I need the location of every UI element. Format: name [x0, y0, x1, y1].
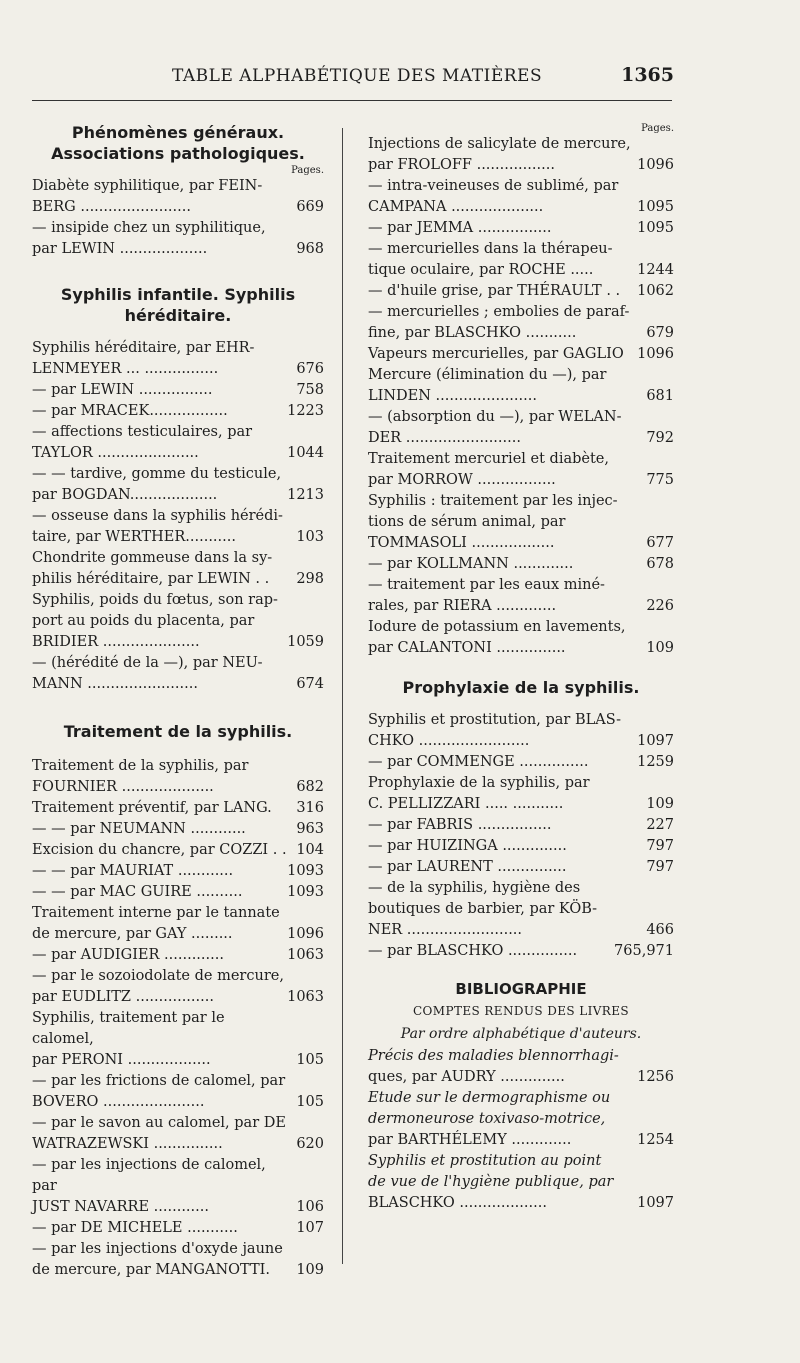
entry-line: — mercurielles dans la thérapeu- — [368, 241, 613, 257]
entry-page-number: 1256 — [637, 1069, 674, 1085]
entry-line: Syphilis, poids du fœtus, son rap- — [32, 592, 278, 608]
entry-text — [32, 756, 290, 798]
header-rule — [32, 100, 672, 101]
entry-line: TAYLOR ...................... — [32, 445, 199, 461]
entry-line: Traitement mercuriel et diabète, — [368, 451, 609, 467]
entry-page-number: 1096 — [637, 346, 674, 362]
entry-text — [32, 840, 290, 861]
entry-line: — affections testiculaires, par — [32, 424, 253, 440]
index-entry — [32, 966, 324, 1008]
entry-line: Etude sur le dermographisme ou — [368, 1090, 611, 1106]
entry-line: — — par MAURIAT ............ — [32, 863, 234, 879]
entry-page-number: 1097 — [637, 733, 674, 749]
entry-text — [32, 798, 290, 819]
entry-text — [368, 815, 640, 836]
section-entries-traitement — [32, 756, 324, 1281]
entry-text — [32, 338, 290, 380]
entry-text — [32, 464, 287, 506]
entry-page-number: 775 — [646, 472, 674, 488]
index-entry — [368, 575, 674, 617]
entry-page-number: 620 — [296, 1136, 324, 1152]
entry-line: — par BLASCHKO ............... — [368, 943, 578, 959]
section-heading-phenomenes: Phénomènes généraux. Associations pathologiques. — [51, 123, 305, 163]
entry-line: — par LEWIN ................ — [32, 382, 213, 398]
entry-line: DER ......................... — [368, 430, 521, 446]
entry-line: Traitement de la syphilis, par — [32, 758, 249, 774]
entry-line: par BOGDAN................... — [32, 487, 218, 503]
entry-line: ques, par AUDRY .............. — [368, 1069, 565, 1085]
entry-line: BERG ........................ — [32, 199, 191, 215]
entry-line: — traitement par les eaux miné- — [368, 577, 605, 593]
index-entry — [32, 218, 324, 260]
index-entry — [368, 239, 674, 281]
entry-text — [32, 1071, 290, 1113]
entry-page-number: 679 — [646, 325, 674, 341]
section-heading-syphilis-infantile: Syphilis infantile. Syphilis héréditaire. — [60, 285, 296, 325]
index-entry — [368, 1151, 674, 1214]
entry-page-number: 105 — [296, 1094, 324, 1110]
entry-line: par EUDLITZ ................. — [32, 989, 214, 1005]
entry-line: port au poids du placenta, par — [32, 613, 255, 629]
index-entry — [32, 590, 324, 653]
index-entry — [368, 365, 674, 407]
bibliography-entries — [368, 1046, 674, 1214]
entry-line: Syphilis : traitement par les injec- — [368, 493, 618, 509]
section-entries-injections — [368, 134, 674, 659]
section-entries-prophylaxie — [368, 710, 674, 962]
index-entry — [368, 857, 674, 878]
pages-label: Pages. — [291, 165, 324, 176]
entry-text — [32, 590, 287, 653]
entry-line: rales, par RIERA ............. — [368, 598, 557, 614]
entry-page-number: 1063 — [287, 947, 324, 963]
entry-line: TOMMASOLI .................. — [368, 535, 555, 551]
entry-page-number: 1254 — [637, 1132, 674, 1148]
index-entry — [32, 176, 324, 218]
entry-page-number: 1096 — [287, 926, 324, 942]
entry-text — [32, 819, 290, 840]
entry-line: JUST NAVARRE ............ — [32, 1199, 209, 1215]
entry-page-number: 674 — [296, 676, 324, 692]
entry-text — [368, 491, 640, 554]
entry-line: — par AUDIGIER ............. — [32, 947, 224, 963]
entry-line: — (absorption du —), par WELAN- — [368, 409, 622, 425]
entry-text — [368, 407, 640, 449]
entry-page-number: 678 — [646, 556, 674, 572]
index-entry — [368, 1046, 674, 1088]
entry-page-number: 1095 — [637, 199, 674, 215]
index-entry — [32, 1239, 324, 1281]
entry-line: WATRAZEWSKI ............... — [32, 1136, 223, 1152]
entry-page-number: 107 — [296, 1220, 324, 1236]
entry-text — [32, 1113, 290, 1155]
index-entry — [368, 773, 674, 815]
entry-line: Mercure (élimination du —), par — [368, 367, 607, 383]
entry-text — [32, 176, 290, 218]
entry-text — [32, 548, 290, 590]
right-column — [368, 122, 674, 1214]
running-title: TABLE ALPHABÉTIQUE DES MATIÈRES — [172, 66, 543, 86]
entry-line: Injections de salicylate de mercure, — [368, 136, 631, 152]
page-number: 1365 — [621, 64, 674, 86]
entry-text — [368, 176, 637, 218]
entry-page-number: 1093 — [287, 884, 324, 900]
pages-label-right: Pages. — [641, 123, 674, 134]
entry-text — [368, 218, 637, 239]
entry-line: CHKO ........................ — [368, 733, 530, 749]
section-entries-phenomenes — [32, 176, 324, 260]
entry-page-number: 466 — [646, 922, 674, 938]
entry-line: boutiques de barbier, par KÖB- — [368, 901, 598, 917]
bibliography-subheading: COMPTES RENDUS DES LIVRES — [412, 1004, 630, 1018]
entry-line: de vue de l'hygiène publique, par — [368, 1174, 614, 1190]
entry-page-number: 1062 — [637, 283, 674, 299]
entry-text — [32, 966, 287, 1008]
entry-line: CAMPANA .................... — [368, 199, 544, 215]
entry-line: Chondrite gommeuse dans la sy- — [32, 550, 273, 566]
entry-line: Traitement interne par le tannate — [32, 905, 280, 921]
index-entry — [32, 1008, 324, 1071]
index-entry — [32, 819, 324, 840]
entry-line: — d'huile grise, par THÉRAULT . . — [368, 283, 621, 299]
entry-text — [368, 365, 640, 407]
index-entry — [368, 302, 674, 344]
index-entry — [368, 491, 674, 554]
index-entry — [368, 836, 674, 857]
entry-page-number: 1044 — [287, 445, 324, 461]
entry-text — [32, 1008, 290, 1071]
index-entry — [32, 338, 324, 380]
entry-line: — par HUIZINGA .............. — [368, 838, 567, 854]
entry-page-number: 677 — [646, 535, 674, 551]
entry-text — [32, 882, 287, 903]
entry-line: — par MRACEK................. — [32, 403, 228, 419]
section-heading-traitement: Traitement de la syphilis. — [63, 722, 293, 741]
index-entry — [368, 1088, 674, 1151]
entry-page-number: 1096 — [637, 157, 674, 173]
entry-line: de mercure, par GAY ......... — [32, 926, 233, 942]
index-entry — [368, 617, 674, 659]
entry-text — [368, 302, 640, 344]
index-entry — [368, 218, 674, 239]
entry-line: — par COMMENGE ............... — [368, 754, 589, 770]
entry-page-number: 104 — [296, 842, 324, 858]
entry-text — [32, 1155, 290, 1218]
entry-page-number: 109 — [296, 1262, 324, 1278]
entry-text — [368, 1046, 637, 1088]
entry-text — [368, 449, 640, 491]
entry-line: — de la syphilis, hygiène des — [368, 880, 581, 896]
bibliography-heading: BIBLIOGRAPHIE — [455, 980, 587, 998]
entry-line: de mercure, par MANGANOTTI. — [32, 1262, 270, 1278]
index-entry — [32, 840, 324, 861]
index-entry — [32, 798, 324, 819]
index-entry — [32, 945, 324, 966]
entry-page-number: 1093 — [287, 863, 324, 879]
index-entry — [368, 176, 674, 218]
entry-text — [32, 945, 287, 966]
entry-line: — insipide chez un syphilitique, — [32, 220, 266, 236]
entry-text — [368, 1151, 637, 1214]
entry-text — [368, 617, 640, 659]
entry-line: fine, par BLASCHKO ........... — [368, 325, 577, 341]
entry-line: taire, par WERTHER........... — [32, 529, 236, 545]
entry-page-number: 1095 — [637, 220, 674, 236]
entry-text — [32, 1239, 290, 1281]
entry-line: — par LAURENT ............... — [368, 859, 567, 875]
entry-line: dermoneurose toxivaso-motrice, — [368, 1111, 606, 1127]
entry-line: — par JEMMA ................ — [368, 220, 552, 236]
entry-line: Syphilis et prostitution, par BLAS- — [368, 712, 622, 728]
entry-page-number: 105 — [296, 1052, 324, 1068]
entry-line: Syphilis, traitement par le calomel, — [32, 1010, 225, 1047]
entry-text — [368, 857, 640, 878]
entry-line: Traitement préventif, par LANG. — [32, 800, 272, 816]
entry-line: par BARTHÉLEMY ............. — [368, 1132, 572, 1148]
entry-text — [368, 773, 640, 815]
entry-line: Iodure de potassium en lavements, — [368, 619, 626, 635]
index-entry — [32, 464, 324, 506]
index-entry — [368, 941, 674, 962]
entry-line: — — tardive, gomme du testicule, — [32, 466, 282, 482]
index-entry — [32, 1071, 324, 1113]
entry-line: — par les injections d'oxyde jaune — [32, 1241, 283, 1257]
entry-line: tions de sérum animal, par — [368, 514, 566, 530]
entry-page-number: 316 — [296, 800, 324, 816]
entry-line: LENMEYER ... ................ — [32, 361, 219, 377]
entry-text — [32, 903, 287, 945]
entry-line: Syphilis héréditaire, par EHR- — [32, 340, 255, 356]
entry-text — [368, 134, 637, 176]
index-entry — [32, 1155, 324, 1218]
index-entry — [32, 548, 324, 590]
entry-page-number: 792 — [646, 430, 674, 446]
entry-text — [32, 861, 287, 882]
entry-page-number: 1244 — [637, 262, 674, 278]
entry-text — [32, 401, 287, 422]
entry-line: tique oculaire, par ROCHE ..... — [368, 262, 594, 278]
index-entry — [368, 281, 674, 302]
index-entry — [368, 878, 674, 941]
index-entry — [32, 401, 324, 422]
entry-text — [368, 239, 637, 281]
index-entry — [32, 756, 324, 798]
entry-line: par MORROW ................. — [368, 472, 556, 488]
entry-line: — osseuse dans la syphilis hérédi- — [32, 508, 283, 524]
index-entry — [368, 344, 674, 365]
index-entry — [32, 903, 324, 945]
entry-text — [32, 218, 290, 260]
entry-page-number: 227 — [646, 817, 674, 833]
entry-line: par LEWIN ................... — [32, 241, 208, 257]
entry-text — [368, 710, 637, 752]
index-entry — [32, 861, 324, 882]
entry-page-number: 1213 — [287, 487, 324, 503]
entry-page-number: 963 — [296, 821, 324, 837]
section-entries-syphilis-infantile — [32, 338, 324, 695]
index-entry — [32, 653, 324, 695]
entry-page-number: 1097 — [637, 1195, 674, 1211]
entry-text — [368, 344, 637, 365]
entry-page-number: 103 — [296, 529, 324, 545]
entry-line: Précis des maladies blennorrhagi- — [368, 1048, 619, 1064]
index-entry — [368, 710, 674, 752]
entry-line: Syphilis et prostitution au point — [368, 1153, 602, 1169]
entry-line: C. PELLIZZARI ..... ........... — [368, 796, 564, 812]
entry-text — [32, 1218, 290, 1239]
index-entry — [368, 449, 674, 491]
entry-text — [368, 836, 640, 857]
entry-line: — par KOLLMANN ............. — [368, 556, 574, 572]
entry-line: BRIDIER ..................... — [32, 634, 200, 650]
entry-line: FOURNIER .................... — [32, 779, 214, 795]
entry-page-number: 1223 — [287, 403, 324, 419]
entry-line: NER ......................... — [368, 922, 523, 938]
index-entry — [32, 1113, 324, 1155]
index-entry — [368, 407, 674, 449]
entry-text — [368, 281, 637, 302]
index-entry — [368, 134, 674, 176]
entry-line: Excision du chancre, par COZZI . . — [32, 842, 287, 858]
entry-page-number: 1063 — [287, 989, 324, 1005]
index-entry — [32, 422, 324, 464]
entry-page-number: 298 — [296, 571, 324, 587]
entry-page-number: 765,971 — [614, 943, 674, 959]
entry-page-number: 758 — [296, 382, 324, 398]
entry-page-number: 968 — [296, 241, 324, 257]
index-entry — [368, 752, 674, 773]
index-entry — [368, 554, 674, 575]
entry-line: MANN ........................ — [32, 676, 198, 692]
entry-line: BLASCHKO ................... — [368, 1195, 547, 1211]
entry-text — [368, 554, 640, 575]
entry-line: — par le savon au calomel, par DE — [32, 1115, 286, 1131]
running-header — [32, 66, 674, 92]
entry-line: par FROLOFF ................. — [368, 157, 555, 173]
left-column — [32, 122, 324, 1281]
bibliography-order-note: Par ordre alphabétique d'auteurs. — [400, 1026, 642, 1042]
entry-page-number: 1059 — [287, 634, 324, 650]
entry-line: — par DE MICHELE ........... — [32, 1220, 238, 1236]
entry-line: LINDEN ...................... — [368, 388, 537, 404]
entry-page-number: 1259 — [637, 754, 674, 770]
entry-line: — intra-veineuses de sublimé, par — [368, 178, 619, 194]
entry-line: par PERONI .................. — [32, 1052, 211, 1068]
entry-page-number: 226 — [646, 598, 674, 614]
entry-line: — par les frictions de calomel, par — [32, 1073, 286, 1089]
entry-text — [32, 422, 287, 464]
entry-line: — — par MAC GUIRE .......... — [32, 884, 243, 900]
entry-page-number: 676 — [296, 361, 324, 377]
entry-line: BOVERO ...................... — [32, 1094, 205, 1110]
entry-line: philis héréditaire, par LEWIN . . — [32, 571, 270, 587]
entry-line: — par le sozoiodolate de mercure, — [32, 968, 284, 984]
entry-text — [32, 653, 290, 695]
entry-line: Vapeurs mercurielles, par GAGLIO — [368, 346, 624, 362]
entry-line: Prophylaxie de la syphilis, par — [368, 775, 590, 791]
entry-line: — par FABRIS ................ — [368, 817, 552, 833]
entry-text — [368, 878, 640, 941]
entry-page-number: 797 — [646, 859, 674, 875]
entry-text — [368, 575, 640, 617]
entry-page-number: 682 — [296, 779, 324, 795]
entry-page-number: 109 — [646, 796, 674, 812]
entry-text — [368, 752, 637, 773]
entry-page-number: 109 — [646, 640, 674, 656]
entry-text — [368, 941, 614, 962]
index-entry — [32, 380, 324, 401]
section-heading-prophylaxie: Prophylaxie de la syphilis. — [402, 678, 640, 697]
entry-line: par CALANTONI ............... — [368, 640, 566, 656]
entry-line: — (hérédité de la —), par NEU- — [32, 655, 263, 671]
index-entry — [32, 882, 324, 903]
entry-text — [368, 1088, 637, 1151]
entry-text — [32, 506, 290, 548]
entry-page-number: 797 — [646, 838, 674, 854]
entry-text — [32, 380, 290, 401]
index-entry — [32, 1218, 324, 1239]
column-divider — [342, 128, 343, 1264]
entry-line: Diabète syphilitique, par FEIN- — [32, 178, 263, 194]
entry-page-number: 106 — [296, 1199, 324, 1215]
entry-line: — — par NEUMANN ............ — [32, 821, 246, 837]
entry-line: — par les injections de calomel, par — [32, 1157, 266, 1194]
entry-line: — mercurielles ; embolies de paraf- — [368, 304, 630, 320]
index-entry — [368, 815, 674, 836]
index-entry — [32, 506, 324, 548]
entry-page-number: 681 — [646, 388, 674, 404]
entry-page-number: 669 — [296, 199, 324, 215]
